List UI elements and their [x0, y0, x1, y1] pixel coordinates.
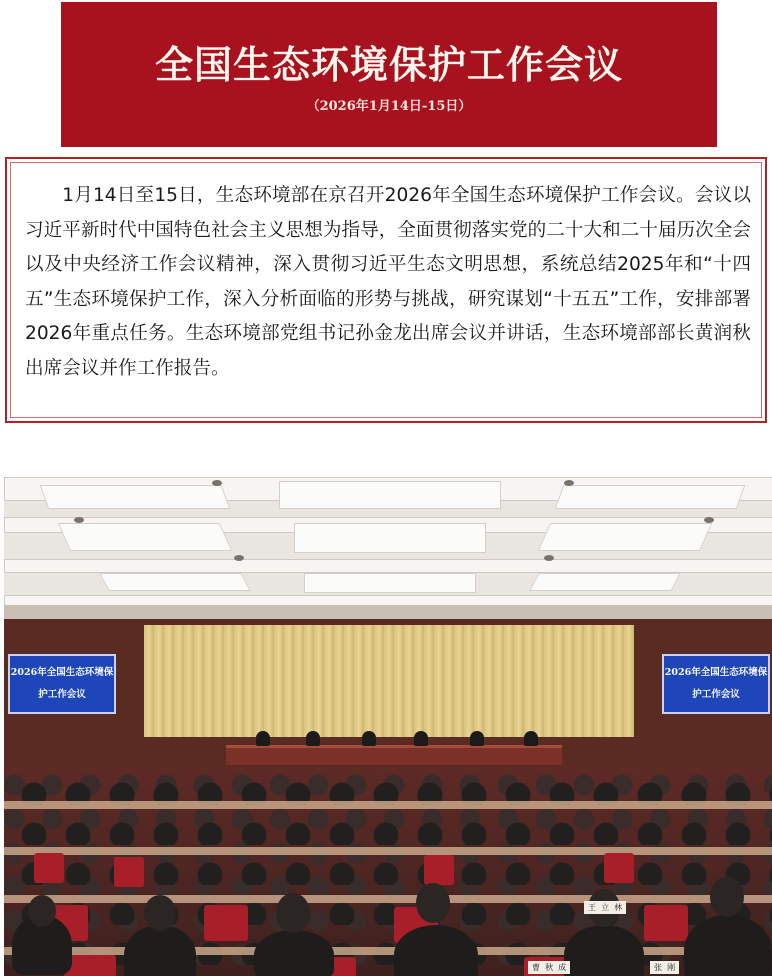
nameplate: 曹 ⁣ 秋 ⁣ 成	[528, 961, 570, 974]
banner-title: 全国生态环境保护工作会议	[154, 42, 623, 87]
article-frame	[5, 157, 767, 423]
stage-curtain	[144, 625, 634, 737]
banner-date: （2026年1月14日-15日）	[306, 99, 472, 114]
audience	[4, 765, 772, 976]
nameplate: 王 ⁣ 立 ⁣ 林	[584, 901, 626, 914]
article-paragraph: 1月14日至15日，生态环境部在京召开2026年全国生态环境保护工作会议。会议以习近平新时代中国特色社会主义思想为指导，全面贯彻落实党的二十大和二十届历次全会以及中央经济工作会议精神，深入贯彻习近平生态文明思想，系统总结2025年和“十四五”生态环境保护工作，深入分析面临的形势与挑战，研究谋划“十五五”工作，安排部署2026年重点任务。生态环境部党组书记孙金龙出席会议并讲话，生态环境部部长黄润秋出席会议并作工作报告。	[25, 185, 751, 379]
nameplate: 张 ⁣ 刚	[650, 961, 679, 974]
right-display-screen: 2026年全国生态环境保护工作会议	[662, 654, 770, 714]
header-banner	[61, 2, 717, 147]
ceiling	[4, 477, 772, 612]
conference-photo	[4, 477, 772, 976]
left-display-screen: 2026年全国生态环境保护工作会议	[8, 654, 116, 714]
